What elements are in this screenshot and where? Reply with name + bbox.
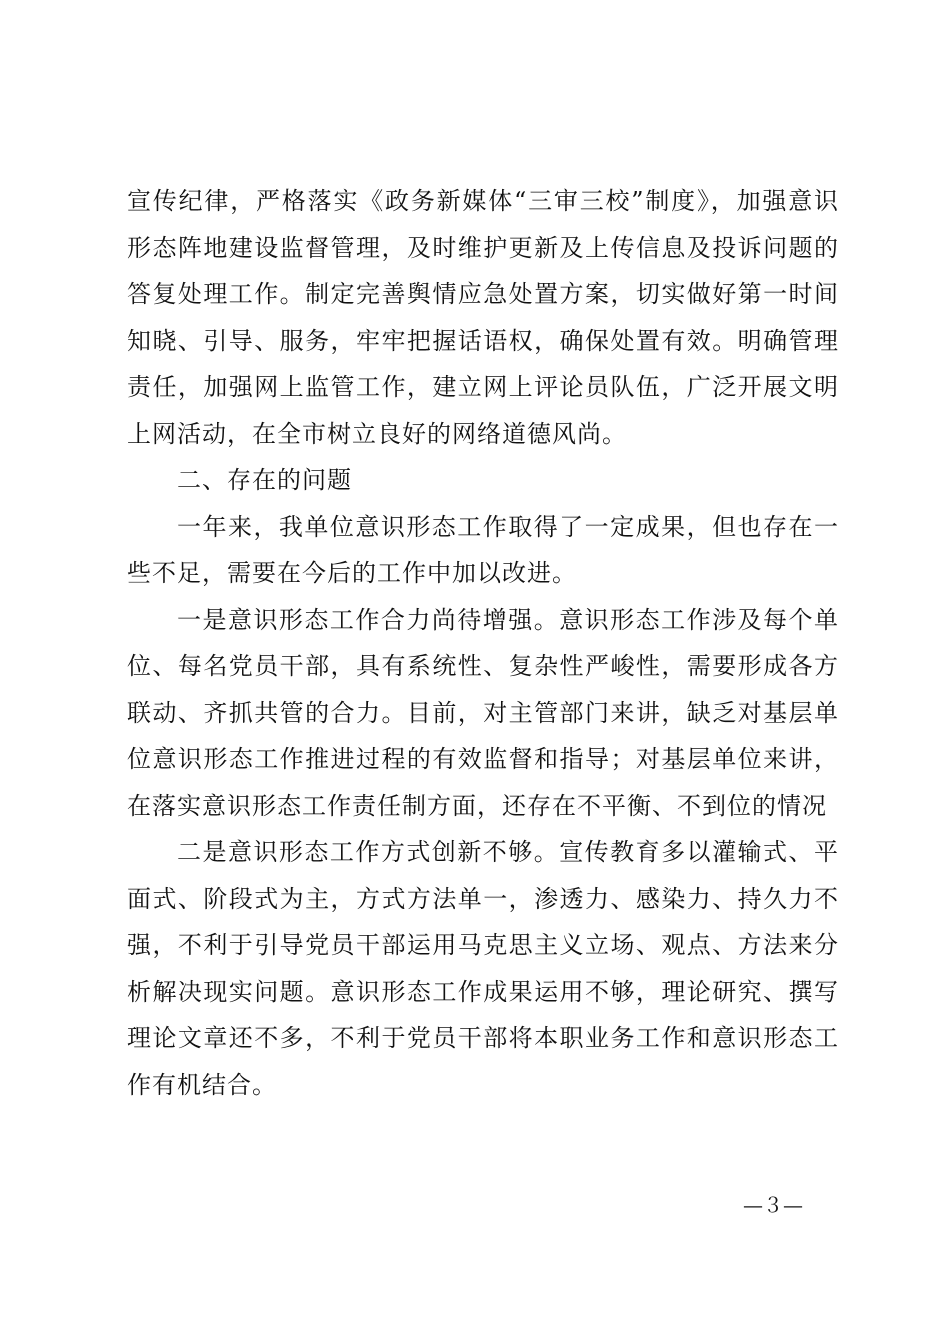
section-heading: 二、存在的问题 [177,466,352,494]
page-number: —３— [743,1193,803,1217]
paragraph: 二是意识形态工作方式创新不够。宣传教育多以灌输式、平面式、阶段式为主，方式方法单一，渗透力、感染力、持久力不强，不利于引导党员干部运用马克思主义立场、观点、方法来分析解决现实问题。意识形态工作成果运用不够，理论研究、撰写理论文章还不多，不利于党员干部将本职业务工作和意识形态工作有机结合。 [127,838,839,1099]
paragraph: 一年来，我单位意识形态工作取得了一定成果，但也存在一些不足，需要在今后的工作中加以改进。 [127,512,839,587]
paragraph: 一是意识形态工作合力尚待增强。意识形态工作涉及每个单位、每名党员干部，具有系统性、复杂性严峻性，需要形成各方联动、齐抓共管的合力。目前，对主管部门来讲，缺乏对基层单位意识形态工作推进过程的有效监督和指导；对基层单位来讲，在落实意识形态工作责任制方面，还存在不平衡、不到位的情况 [127,605,839,820]
document-body [127,178,839,1108]
paragraph-continuation: 宣传纪律，严格落实《政务新媒体“三审三校”制度》，加强意识形态阵地建设监督管理，及时维护更新及上传信息及投诉问题的答复处理工作。制定完善舆情应急处置方案，切实做好第一时间知晓、引导、服务，牢牢把握话语权，确保处置有效。明确管理责任，加强网上监管工作，建立网上评论员队伍，广泛开展文明上网活动，在全市树立良好的网络道德风尚。 [127,187,839,448]
